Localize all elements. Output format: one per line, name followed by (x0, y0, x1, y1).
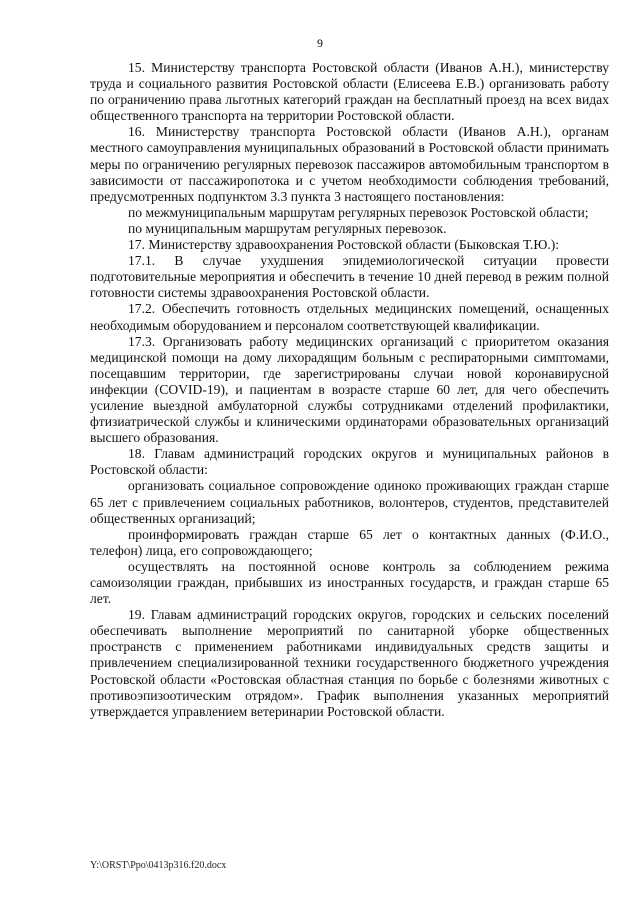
list-item-social-support: организовать социальное сопровождение одиноко проживающих граждан старше 65 лет с привлечением социальных работников, волонтеров, студентов, представителей общественных организаций; (90, 478, 609, 526)
list-item-self-isolation-control: осуществлять на постоянной основе контроль за соблюдением режима самоизоляции граждан, прибывших из иностранных государств, и граждан старше 65 лет. (90, 558, 609, 607)
page-number: 9 (317, 36, 323, 50)
paragraph-18: 18. Главам администраций городских округов и муниципальных районов в Ростовской области: (90, 446, 609, 478)
list-item-inform-citizens: проинформировать граждан старше 65 лет о контактных данных (Ф.И.О., телефон) лица, его сопровождающего; (90, 526, 609, 558)
paragraph-17-2: 17.2. Обеспечить готовность отдельных медицинских помещений, оснащенных необходимым оборудованием и персоналом соответствующей квалификации. (90, 301, 609, 333)
footer-file-path: Y:\ORST\Ppo\0413p316.f20.docx (90, 860, 227, 871)
paragraph-17-3: 17.3. Организовать работу медицинских организаций с приоритетом оказания медицинской помощи на дому лихорадящим больным с респираторными симптомами, посещавшим территории, где зарегистрированы случаи новой коронавирусной инфекции (COVID-19), и пациентам в возрасте старше 60 лет, для чего обеспечить усиление выездной амбулаторной службы сотрудниками отделений профилактики, фтизиатрической службы и клиническими ординаторами образовательных организаций высшего образования. (90, 333, 609, 446)
paragraph-15: 15. Министерству транспорта Ростовской области (Иванов А.Н.), министерству труда и социального развития Ростовской области (Елисеева Е.В.) организовать работу по ограничению права льготных категорий граждан на бесплатный проезд на всех видах общественного транспорта на территории Ростовской области. (90, 60, 609, 124)
paragraph-17-1: 17.1. В случае ухудшения эпидемиологической ситуации провести подготовительные мероприятия и обеспечить в течение 10 дней перевод в режим полной готовности системы здравоохранения Ростовской области. (90, 253, 609, 301)
paragraph-16: 16. Министерству транспорта Ростовской области (Иванов А.Н.), органам местного самоуправления муниципальных образований в Ростовской области принимать меры по ограничению регулярных перевозок пассажиров автомобильным транспортом в зависимости от пассажиропотока и с учетом необходимости соблюдения требований, предусмотренных подпунктом 3.3 пункта 3 настоящего постановления: (90, 124, 609, 204)
paragraph-17: 17. Министерству здравоохранения Ростовской области (Быковская Т.Ю.): (128, 237, 560, 253)
list-item-intermunicipal-routes: по межмуниципальным маршрутам регулярных перевозок Ростовской области; (128, 204, 589, 220)
list-item-municipal-routes: по муниципальным маршрутам регулярных перевозок. (128, 220, 447, 236)
document-body (90, 60, 609, 720)
paragraph-19: 19. Главам администраций городских округов, городских и сельских поселений обеспечивать выполнение мероприятий по санитарной уборке общественных пространств с применением работниками индивидуальных средств защиты и привлечением специализированной техники государственного бюджетного учреждения Ростовской области «Ростовская областная станция по борьбе с болезнями животных с противоэпизоотическим отрядом». График выполнения указанных мероприятий утверждается управлением ветеринарии Ростовской области. (90, 607, 609, 719)
